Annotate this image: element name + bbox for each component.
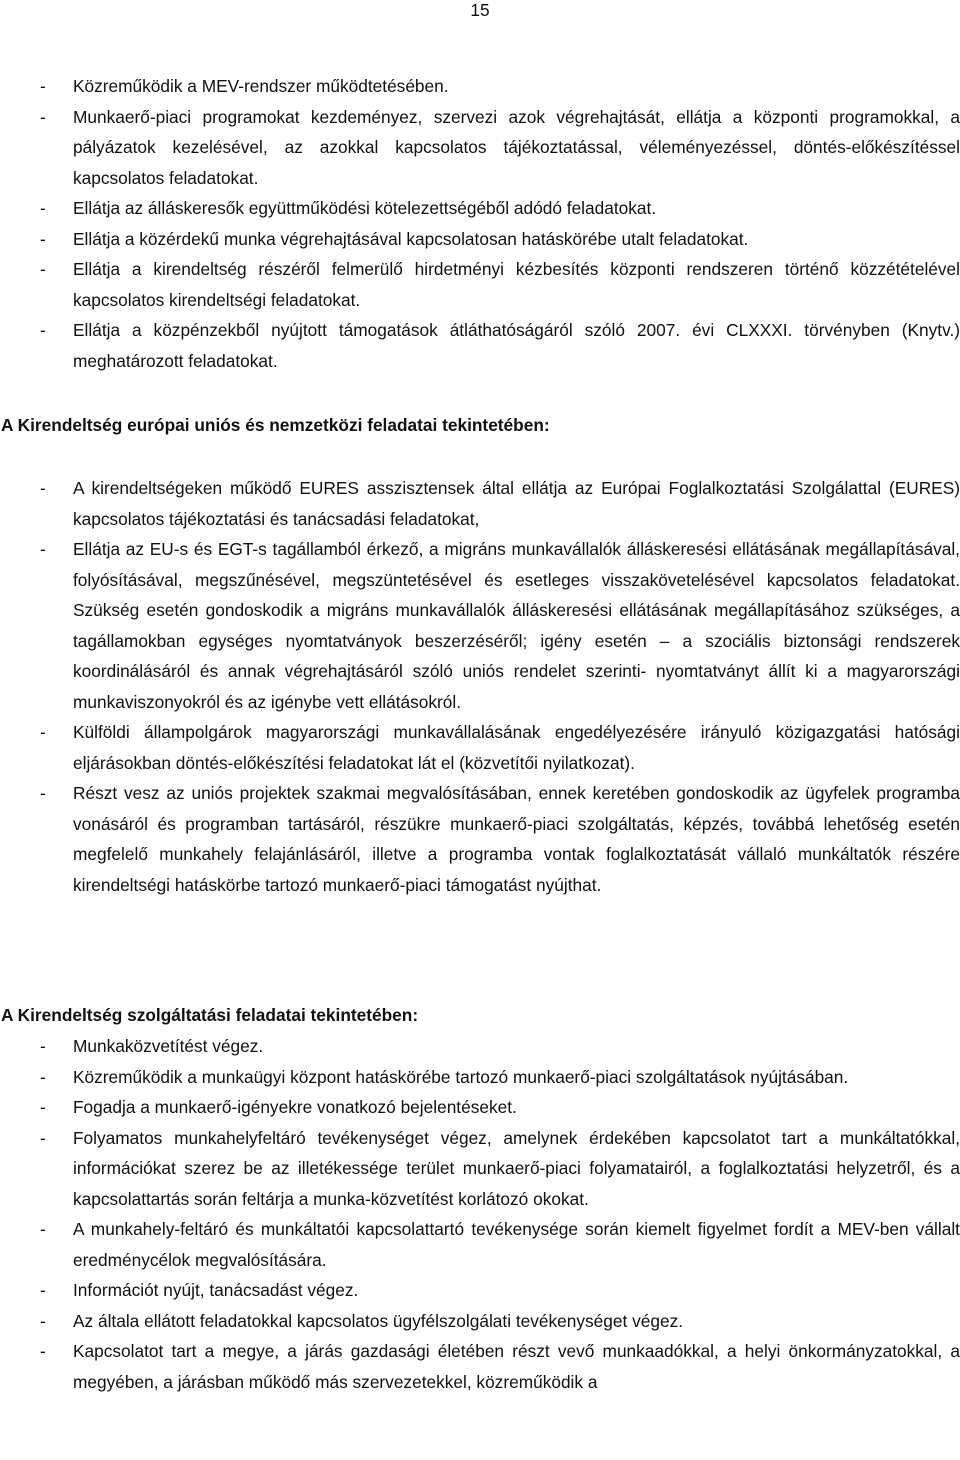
list-item [0,1214,960,1275]
bullet-dash: - [40,1310,46,1331]
list-item [0,534,960,717]
page-number: 15 [470,0,490,20]
services-list [0,1031,960,1397]
list-item [0,1275,960,1306]
list-item [0,717,960,778]
list-item-text: Közreműködik a MEV-rendszer működtetésében. [73,76,449,96]
bullet-dash: - [40,259,46,279]
section-heading-services: A Kirendeltség szolgáltatási feladatai tekintetében: [1,1005,419,1025]
list-item-text: Az általa ellátott feladatokkal kapcsolatos ügyfélszolgálati tevékenységet végez. [73,1310,684,1331]
list-item-text: Ellátja a közérdekű munka végrehajtásával kapcsolatosan hatáskörébe utalt feladatokat. [73,228,749,249]
services-list-block [0,1031,960,1397]
list-item [0,315,960,376]
list-item [0,71,960,102]
section-heading-eu: A Kirendeltség európai uniós és nemzetközi feladatai tekintetében: [1,415,550,435]
list-item-text: Ellátja az EU-s és EGT-s tagállamból érkező, a migráns munkavállalók álláskeresési ellátásának megállapításával, folyósításával, megszűnésével, megszüntetésével és esetleges visszakövetelésével kapcsolatos feladatokat. Szükség esetén gondoskodik a migráns munkavállalók álláskeresési ellátásának megállapításához szükséges, a tagállamokban egységes nyomtatványok beszerzéséről; igény esetén – a szociális biztonsági rendszerek koordinálásáról és annak végrehajtásáról szóló uniós rendelet szerinti- nyomtatványt állít ki a magyarországi munkaviszonyokról és az igénybe vett ellátásokról. [73,539,960,712]
list-item [0,1123,960,1215]
bullet-dash: - [40,1066,46,1087]
bullet-dash: - [40,1036,46,1056]
list-item-text: Ellátja a közpénzekből nyújtott támogatások átláthatóságáról szóló 2007. évi CLXXXI. törvényben (Knytv.) meghatározott feladatokat. [73,320,960,371]
list-item [0,473,960,534]
bullet-dash: - [40,722,46,742]
list-item-text: Ellátja az álláskeresők együttműködési kötelezettségéből adódó feladatokat. [73,198,657,218]
list-item-text: A kirendeltségeken működő EURES asszisztensek által ellátja az Európai Foglalkoztatási Szolgálattal (EURES) kapcsolatos tájékoztatási és tanácsadási feladatokat, [73,478,960,529]
bullet-dash: - [40,228,46,249]
bullet-dash: - [40,106,46,127]
bullet-dash: - [40,320,46,340]
bullet-dash: - [40,1280,46,1300]
list-item-text: Ellátja a kirendeltség részéről felmerülő hirdetményi kézbesítés központi rendszeren történő közzétételével kapcsolatos kirendeltségi feladatokat. [73,259,960,310]
list-item-text: Munkaközvetítést végez. [73,1036,264,1056]
bullet-dash: - [40,478,46,498]
intro-list-block [0,71,960,376]
list-item-text: A munkahely-feltáró és munkáltatói kapcsolattartó tevékenysége során kiemelt figyelmet fordít a MEV-ben vállalt eredménycélok megvalósítására. [73,1219,960,1270]
list-item [0,1336,960,1397]
list-item-text: Információt nyújt, tanácsadást végez. [73,1280,359,1300]
list-item-text: Folyamatos munkahelyfeltáró tevékenységet végez, amelynek érdekében kapcsolatot tart a munkáltatókkal, információkat szerez be az illetékessége terület munkaerő-piaci folyamatairól, a foglalkoztatási helyzetről, és a kapcsolattartás során feltárja a munka-közvetítést korlátozó okokat. [73,1127,960,1209]
list-item-text: Munkaerő-piaci programokat kezdeményez, szervezi azok végrehajtását, ellátja a központi programokkal, a pályázatok kezelésével, az azokkal kapcsolatos tájékoztatással, véleményezéssel, döntés-előkészítéssel kapcsolatos feladatokat. [73,106,960,188]
eu-list-block [0,473,960,900]
list-item [0,1306,960,1337]
bullet-dash: - [40,1341,46,1361]
list-item [0,1062,960,1093]
bullet-dash: - [40,1219,46,1239]
bullet-dash: - [40,76,46,96]
bullet-dash: - [40,539,46,559]
bullet-dash: - [40,1127,46,1148]
list-item [0,102,960,194]
intro-list [0,71,960,376]
bullet-dash: - [40,783,46,803]
bullet-dash: - [40,198,46,218]
list-item [0,254,960,315]
list-item [0,778,960,900]
list-item-text: Részt vesz az uniós projektek szakmai megvalósításában, ennek keretében gondoskodik az ügyfelek programba vonásáról és programban tartásáról, részükre munkaerő-piaci szolgáltatás, képzés, továbbá lehetőség esetén megfelelő munkahely felajánlásáról, illetve a programba vontak foglalkoztatását vállaló munkáltatók részére kirendeltségi hatáskörbe tartozó munkaerő-piaci támogatást nyújthat. [73,783,960,895]
list-item-text: Kapcsolatot tart a megye, a járás gazdasági életében részt vevő munkaadókkal, a helyi önkormányzatokkal, a megyében, a járásban működő más szervezetekkel, közreműködik a [73,1341,960,1392]
bullet-dash: - [40,1097,46,1117]
list-item [0,1031,960,1062]
list-item-text: Fogadja a munkaerő-igényekre vonatkozó bejelentéseket. [73,1097,517,1117]
list-item [0,1092,960,1123]
list-item-text: Külföldi állampolgárok magyarországi munkavállalásának engedélyezésére irányuló közigazgatási hatósági eljárásokban döntés-előkészítési feladatokat lát el (közvetítői nyilatkozat). [73,722,960,773]
eu-list [0,473,960,900]
list-item [0,193,960,224]
list-item-text: Közreműködik a munkaügyi központ hatáskörébe tartozó munkaerő-piaci szolgáltatások nyújtásában. [73,1066,849,1087]
list-item [0,224,960,255]
